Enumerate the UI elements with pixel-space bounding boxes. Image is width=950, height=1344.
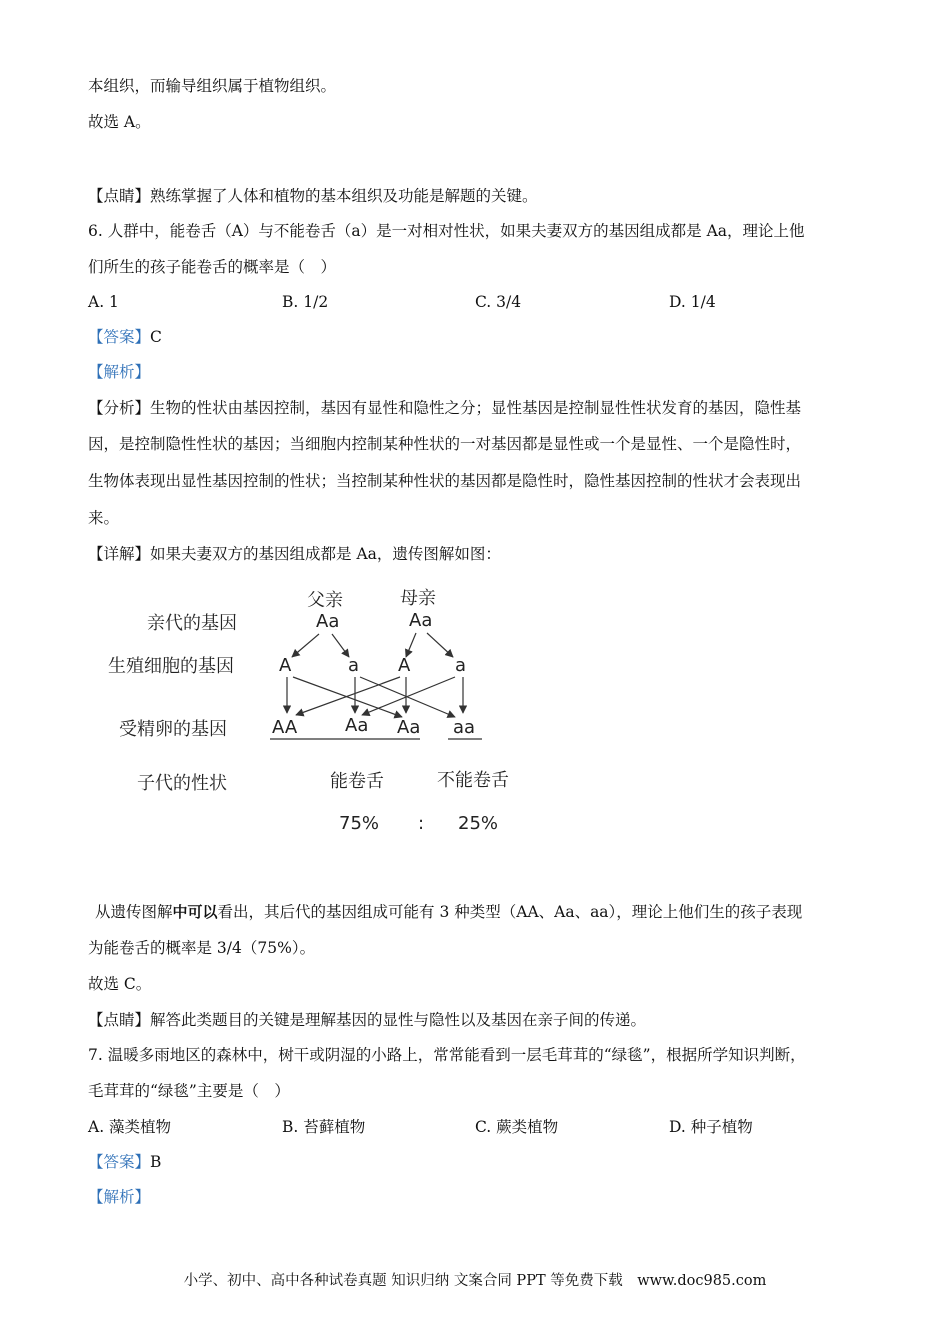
answer-value: B: [150, 1153, 162, 1171]
row-label-parent: 亲代的基因: [147, 613, 237, 634]
arrow-A-to-Aa: [293, 677, 402, 717]
arrow-father-to-a: [332, 634, 349, 657]
text-line: 故选 A。: [88, 113, 151, 131]
question-7-line: 7. 温暖多雨地区的森林中，树干或阴湿的小路上，常常能看到一层毛茸茸的“绿毯”，根据所学知识判断，: [88, 1046, 806, 1064]
answer-tag: 【答案】: [88, 1153, 151, 1171]
q6-option-d: D. 1/4: [669, 293, 716, 311]
dianjing-text: 解答此类题目的关键是理解基因的显性与隐性以及基因在亲子间的传递。: [150, 1011, 647, 1029]
q7-option-b: B. 苔藓植物: [282, 1118, 366, 1136]
jiexi-tag: 【解析】: [88, 1188, 151, 1206]
dianjing-tag: 【点睛】: [88, 187, 151, 205]
conclusion-text: 从遗传图解: [95, 903, 173, 921]
fenxi-line: 生物体表现出显性基因控制的性状；当控制某种性状的基因都是隐性时，隐性基因控制的性状才会表现出: [88, 472, 802, 490]
dianjing-paragraph: [88, 186, 538, 206]
arrow-A2-to-AA: [296, 677, 400, 715]
fenxi-text: 生物的性状由基因控制，基因有显性和隐性之分；显性基因是控制显性性状发育的基因，隐性基: [150, 399, 802, 417]
question-7-line: 毛茸茸的“绿毯”主要是（ ）: [88, 1082, 290, 1100]
row-label-trait: 子代的性状: [137, 773, 227, 794]
choose-c: 故选 C。: [88, 975, 152, 993]
row-label-zygote: 受精卵的基因: [119, 719, 227, 740]
fenxi-tag: 【分析】: [88, 399, 151, 417]
q6-option-b: B. 1/2: [282, 293, 329, 311]
q6-option-a: A. 1: [88, 293, 119, 311]
conclusion-line: 为能卷舌的概率是 3/4（75%）。: [88, 939, 316, 957]
xiangjie-text: 如果夫妻双方的基因组成都是 Aa，遗传图解如图：: [150, 545, 501, 563]
gamete-mother-a: a: [455, 655, 467, 676]
question-6-line: 们所生的孩子能卷舌的概率是（ ）: [88, 258, 337, 276]
zygote-aa: aa: [453, 717, 476, 738]
conclusion-paragraph: [95, 902, 802, 922]
row-label-gamete: 生殖细胞的基因: [108, 656, 234, 677]
xiangjie-paragraph: [88, 544, 501, 564]
gamete-father-A: A: [279, 655, 292, 676]
ratio-separator: :: [418, 813, 425, 834]
arrow-father-to-A: [292, 634, 319, 657]
gamete-mother-A: A: [398, 655, 411, 676]
trait-recessive: 不能卷舌: [437, 770, 509, 791]
ratio-dominant: 75%: [339, 813, 380, 834]
trait-dominant: 能卷舌: [330, 771, 384, 792]
answer-value: C: [150, 328, 162, 346]
q7-answer: [88, 1152, 161, 1172]
q7-option-c: C. 蕨类植物: [475, 1118, 559, 1136]
gamete-father-a: a: [348, 655, 360, 676]
q6-answer: [88, 327, 162, 347]
q7-option-d: D. 种子植物: [669, 1118, 753, 1136]
q6-option-c: C. 3/4: [475, 293, 522, 311]
zygote-AA: AA: [272, 717, 298, 738]
dianjing-text: 熟练掌握了人体和植物的基本组织及功能是解题的关键。: [150, 187, 538, 205]
q7-option-a: A. 藻类植物: [88, 1118, 172, 1136]
inheritance-diagram: [0, 578, 950, 848]
conclusion-bold: 中可以: [172, 903, 218, 921]
dianjing-tag: 【点睛】: [88, 1011, 151, 1029]
fenxi-paragraph: [88, 398, 801, 418]
fenxi-line: 因，是控制隐性性状的基因；当细胞内控制某种性状的一对基因都是显性或一个是显性、一个是隐性时，: [88, 435, 802, 453]
answer-tag: 【答案】: [88, 328, 151, 346]
text-line: 本组织，而输导组织属于植物组织。: [88, 77, 337, 95]
xiangjie-tag: 【详解】: [88, 545, 151, 563]
mother-genotype: Aa: [409, 610, 433, 631]
conclusion-text-rest: 看出，其后代的基因组成可能有 3 种类型（AA、Aa、aa），理论上他们生的孩子表现: [217, 903, 803, 921]
father-label: 父亲: [307, 590, 343, 611]
zygote-Aa-1: Aa: [345, 715, 369, 736]
fenxi-line: 来。: [88, 509, 120, 527]
arrow-mother-to-a: [427, 633, 453, 657]
dianjing-paragraph-2: [88, 1010, 646, 1030]
question-6-line: 6. 人群中，能卷舌（A）与不能卷舌（a）是一对相对性状，如果夫妻双方的基因组成都是 Aa，理论上他: [88, 222, 805, 240]
zygote-Aa-2: Aa: [397, 717, 421, 738]
father-genotype: Aa: [316, 611, 340, 632]
arrow-mother-to-A: [406, 633, 416, 657]
page-footer: 小学、初中、高中各种试卷真题 知识归纳 文案合同 PPT 等免费下载 www.doc985.com: [183, 1273, 767, 1289]
mother-label: 母亲: [400, 588, 436, 609]
arrow-a2-to-Aa1: [362, 677, 455, 715]
ratio-recessive: 25%: [458, 813, 499, 834]
jiexi-tag: 【解析】: [88, 363, 151, 381]
